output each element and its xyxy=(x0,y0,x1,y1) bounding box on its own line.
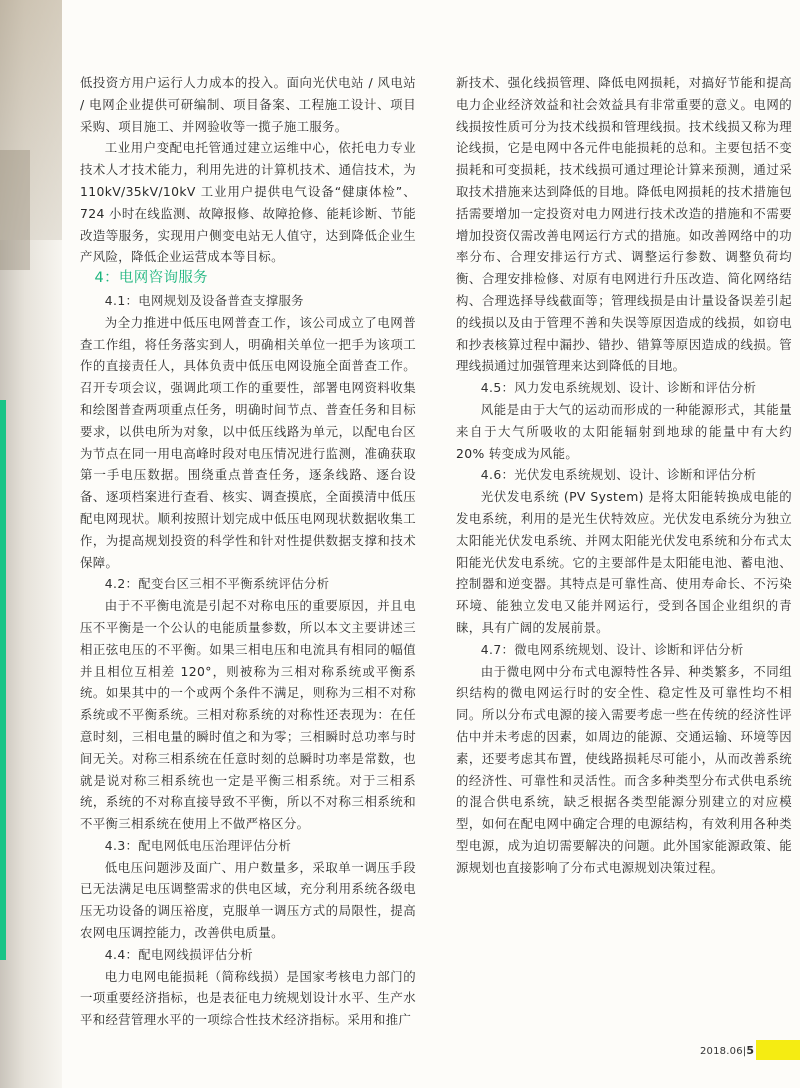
body-paragraph: 光伏发电系统 (PV System) 是将太阳能转换成电能的发电系统，利用的是光生伏特效应。光伏发电系统分为独立太阳能光伏发电系统、并网太阳能光伏发电系统和分布式太阳能光伏发电系统。它的主要部件是太阳能电池、蓄电池、控制器和逆变器。其特点是可靠性高、使用寿命长、不污染环境、能独立发电又能并网运行，受到各国企业组织的青睐，具有广阔的发展前景。 xyxy=(456,489,792,635)
body-paragraph: 新技术、强化线损管理、降低电网损耗，对搞好节能和提高电力企业经济效益和社会效益具有非常重要的意义。电网的线损按性质可分为技术线损和管理线损。技术线损又称为理论线损，它是电网中各元件电能损耗的总和。主要包括不变损耗和可变损耗，技术线损可通过理论计算来预测，通过采取技术措施来达到降低的目地。降低电网损耗的技术措施包括需要增加一定投资对电力网进行技术改造的措施和不需要增加投资仅需改善电网运行方式的措施。如改善网络中的功率分布、合理安排运行方式、调整运行参数、调整负荷均衡、合理安排检修、对原有电网进行升压改造、简化网络结构、合理选择导线截面等；管理线损是由计量设备误差引起的线损以及由于管理不善和失误等原因造成的线损，如窃电和抄表核算过程中漏抄、错抄、错算等原因造成的线损。管理线损通过加强管理来达到降低的目地。 xyxy=(456,75,792,374)
issue-date: 2018.06 xyxy=(700,1046,743,1057)
subsection-heading: 4.3：配电网低电压治理评估分析 xyxy=(104,837,292,853)
subsection-heading: 4.4：配电网线损评估分析 xyxy=(104,946,253,962)
body-paragraph: 为全力推进中低压电网普查工作，该公司成立了电网普查工作组，将任务落实到人，明确相关单位一把手为该项工作的直接责任人，具体负责中低压电网设施全面普查工作。召开专项会议，强调此项工作的重要性，部署电网资料收集和绘图普查两项重点任务，明确时间节点、普查任务和目标要求，以供电所为对象，以中低压线路为单元，以配电台区为节点在同一用电高峰时段对电压情况进行监测，准确获取第一手电压数据。围绕重点普查任务，逐条线路、逐台设备、逐项档案进行查看、核实、调查摸底，全面摸清中低压配电网现状。顺利按照计划完成中低压电网现状数据收集工作，为提高规划投资的科学性和针对性提供数据支撑和技术保障。 xyxy=(80,314,416,570)
background-photo-shadow xyxy=(0,150,30,270)
subsection-heading: 4.6：光伏发电系统规划、设计、诊断和评估分析 xyxy=(480,467,757,483)
section-heading: 4：电网咨询服务 xyxy=(94,270,209,287)
subsection-heading: 4.7：微电网系统规划、设计、诊断和评估分析 xyxy=(480,641,744,657)
footer-separator: | xyxy=(742,1046,747,1057)
right-text-column xyxy=(456,72,792,878)
body-paragraph: 低投资方用户运行人力成本的投入。面向光伏电站 / 风电站 / 电网企业提供可研编制、项目备案、工程施工设计、项目采购、项目施工、并网验收等一揽子施工服务。 xyxy=(80,75,416,134)
body-paragraph: 工业用户变配电托管通过建立运维中心，依托电力专业技术人才技术能力，利用先进的计算机技术、通信技术，为 110kV/35kV/10kV 工业用户提供电气设备“健康体检”、724 小时在线监测、故障报修、故障抢修、能耗诊断、节能改造等服务，实现用户侧变电站无人值守，达到降低企业生产风险，降低企业运营成本等目标。 xyxy=(80,140,416,265)
green-accent-bar xyxy=(0,400,6,960)
subsection-heading: 4.1：电网规划及设备普查支撑服务 xyxy=(104,292,304,308)
body-paragraph: 由于不平衡电流是引起不对称电压的重要原因，并且电压不平衡是一个公认的电能质量参数，所以本文主要讲述三相正弦电压的不平衡。如果三相电压和电流具有相同的幅值并且相位互相差 120°，则被称为三相对称系统或平衡系统。如果其中的一个或两个条件不满足，则称为三相不对称系统或不平衡系统。三相对称系统的对称性还表现为：在任意时刻，三相电量的瞬时值之和为零；三相瞬时总功率与时间无关。对称三相系统在任意时刻的总瞬时功率是常数，也就是说对称三相系统也一定是平衡三相系统。对于三相系统，系统的不对称直接导致不平衡，所以不对称三相系统和不平衡三相系统在使用上不做严格区分。 xyxy=(80,598,416,832)
footer-issue xyxy=(700,1044,754,1057)
page-tab xyxy=(756,1040,800,1060)
body-paragraph: 风能是由于大气的运动而形成的一种能源形式，其能量来自于大气所吸收的太阳能辐射到地球的能量中有大约 20% 转变成为风能。 xyxy=(456,401,792,461)
page-number: 5 xyxy=(746,1044,755,1057)
left-text-column xyxy=(80,72,416,1031)
body-paragraph: 由于微电网中分布式电源特性各异、种类繁多，不同组织结构的微电网运行时的安全性、稳定性及可靠性均不相同。所以分布式电源的接入需要考虑一些在传统的经济性评估中并未考虑的因素，如周边的能源、交通运输、环境等因素，还要考虑其布置，使线路损耗尽可能小，从而改善系统的经济性、可靠性和灵活性。而含多种类型分布式供电系统的混合供电系统，缺乏根据各类型能源分别建立的对应模型，如何在配电网中确定合理的电源结构，有效利用各种类型电源，成为迫切需要解决的问题。此外国家能源政策、能源规划也直接影响了分布式电源规划决策过程。 xyxy=(456,663,792,875)
subsection-heading: 4.2：配变台区三相不平衡系统评估分析 xyxy=(104,576,330,592)
subsection-heading: 4.5：风力发电系统规划、设计、诊断和评估分析 xyxy=(480,380,757,396)
body-paragraph: 低电压问题涉及面广、用户数量多，采取单一调压手段已无法满足电压调整需求的供电区域，充分利用系统各级电压无功设备的调压裕度，克服单一调压方式的局限性，提高农网电压调控能力，改善供电质量。 xyxy=(80,859,416,941)
body-paragraph: 电力电网电能损耗（简称线损）是国家考核电力部门的一项重要经济指标，也是表征电力统规划设计水平、生产水平和经营管理水平的一项综合性技术经济指标。采用和推广 xyxy=(80,968,416,1028)
